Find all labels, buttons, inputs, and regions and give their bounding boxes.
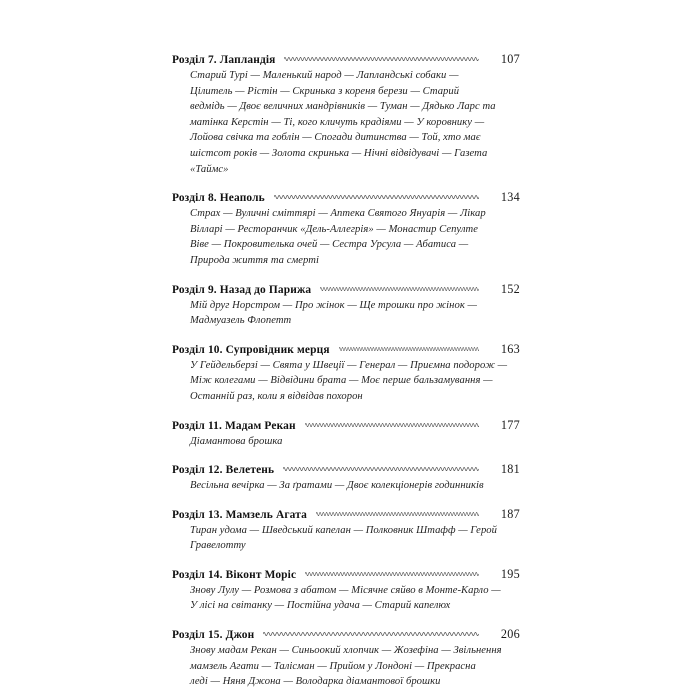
subentry-line: Весільна вечірка — За ґратами — Двоє колекціонерів годинників [190, 480, 484, 492]
subentry-line: Цілитель — Рістін — Скринька з кореня берези — Старий [190, 85, 460, 97]
wavy-leader-icon [283, 463, 479, 473]
wavy-leader-icon [339, 343, 479, 353]
chapter-title: Розділ 12. Велетень [172, 464, 275, 477]
chapter-page-number: 206 [500, 627, 520, 642]
chapter-subentries [172, 643, 520, 690]
chapter-title: Розділ 11. Мадам Рекан [172, 419, 296, 432]
chapter-heading-row[interactable] [172, 462, 520, 477]
subentry-line: Лойова свічка та гоблін — Спогади дитинства — Той, хто має [190, 132, 481, 144]
chapter-page-number: 107 [500, 52, 520, 66]
wavy-leader-icon [316, 508, 479, 518]
subentry-line: леді — Няня Джона — Володарка діамантової брошки [190, 676, 441, 688]
toc-chapter-entry[interactable] [172, 282, 520, 329]
subentry-line: ведмідь — Двоє величних мандрівників — Туман — Дядько Ларс та [190, 101, 496, 113]
subentry-line: Старий Турі — Маленький народ — Лапландські собаки — [190, 70, 459, 81]
toc-chapter-entry[interactable] [172, 507, 520, 554]
chapter-page-number: 152 [500, 281, 520, 296]
subentry-line: матінка Керстін — Ті, кого кличуть крадіями — У коровнику — [190, 116, 485, 128]
chapter-title: Розділ 10. Супровідник мерця [172, 343, 330, 356]
wavy-leader-icon [305, 568, 479, 578]
wavy-leader-icon [320, 283, 479, 293]
subentry-line: «Таймс» [190, 163, 229, 175]
subentry-line: Останній раз, коли я відвідав похорон [190, 390, 363, 402]
chapter-heading-row[interactable] [172, 52, 520, 67]
chapter-subentries [172, 523, 520, 554]
subentry-line: Природа життя та смерті [190, 254, 319, 266]
chapter-heading-row[interactable] [172, 507, 520, 522]
chapter-heading-row[interactable] [172, 190, 520, 205]
toc-chapter-entry[interactable] [172, 627, 520, 690]
subentry-line: шістсот років — Золота скринька — Нічні відвідувачі — Газета [190, 147, 488, 159]
toc-chapter-entry[interactable] [172, 567, 520, 614]
chapter-subentries [172, 358, 520, 405]
chapter-title: Розділ 7. Лапландія [172, 54, 276, 66]
chapter-subentries [172, 434, 520, 450]
chapter-heading-row[interactable] [172, 282, 520, 297]
wavy-leader-icon [305, 419, 479, 429]
toc-chapter-entry[interactable] [172, 190, 520, 268]
chapter-title: Розділ 9. Назад до Парижа [172, 283, 312, 296]
subentry-line: Віве — Покровителька очей — Сестра Урсула — Абатиса — [190, 239, 469, 251]
subentry-line: Мій друг Норстром — Про жінок — Ще трошки про жінок — [190, 299, 477, 311]
toc-chapter-entry[interactable] [172, 418, 520, 450]
chapter-subentries [172, 68, 520, 177]
wavy-leader-icon [263, 628, 479, 638]
chapter-heading-row[interactable] [172, 418, 520, 433]
subentry-line: Знову мадам Рекан — Синьоокий хлопчик — Жозефіна — Звільнення [190, 645, 502, 657]
chapter-subentries [172, 583, 520, 614]
subentry-line: Гравелотту [190, 540, 246, 552]
wavy-leader-icon [284, 53, 479, 63]
chapter-subentries [172, 298, 520, 329]
chapter-heading-row[interactable] [172, 342, 520, 357]
chapter-page-number: 187 [500, 506, 520, 521]
subentry-line: Вілларі — Ресторанчик «Дель-Аллегрія» — Монастир Сепулте [190, 223, 479, 235]
chapter-title: Розділ 14. Віконт Моріс [172, 568, 297, 581]
chapter-page-number: 134 [500, 190, 520, 205]
chapter-page-number: 181 [500, 462, 520, 477]
toc-chapter-entry[interactable] [172, 342, 520, 405]
chapter-subentries [172, 478, 520, 494]
subentry-line: У лісі на світанку — Постійна удача — Старий капелюх [190, 600, 451, 612]
chapter-page-number: 195 [500, 566, 520, 581]
subentry-line: Діамантова брошка [190, 435, 283, 447]
toc-chapter-entry[interactable] [172, 462, 520, 494]
chapter-heading-row[interactable] [172, 567, 520, 582]
table-of-contents [172, 52, 520, 692]
subentry-line: У Гейдельберзі — Свята у Швеції — Генерал — Приємна подорож — [190, 359, 508, 371]
subentry-line: мамзель Агати — Талісман — Прийом у Лондоні — Прекрасна [190, 660, 476, 672]
subentry-line: Знову Лулу — Розмова з абатом — Місячне сяйво в Монте-Карло — [190, 584, 501, 596]
wavy-leader-icon [274, 191, 479, 201]
subentry-line: Мадмуазель Флопетт [190, 315, 292, 327]
chapter-subentries [172, 206, 520, 268]
chapter-title: Розділ 13. Мамзель Агата [172, 508, 307, 521]
chapter-title: Розділ 15. Джон [172, 629, 255, 642]
subentry-line: Страх — Вуличні сміттярі — Аптека Святого Януарія — Лікар [190, 208, 486, 220]
subentry-line: Між колегами — Відвідини брата — Моє перше бальзамування — [190, 375, 493, 387]
chapter-title: Розділ 8. Неаполь [172, 192, 265, 205]
toc-chapter-entry[interactable] [172, 52, 520, 177]
chapter-heading-row[interactable] [172, 627, 520, 642]
chapter-page-number: 177 [500, 417, 520, 432]
chapter-page-number: 163 [500, 341, 520, 356]
subentry-line: Тиран удома — Шведський капелан — Полковник Штафф — Герой [190, 524, 497, 536]
